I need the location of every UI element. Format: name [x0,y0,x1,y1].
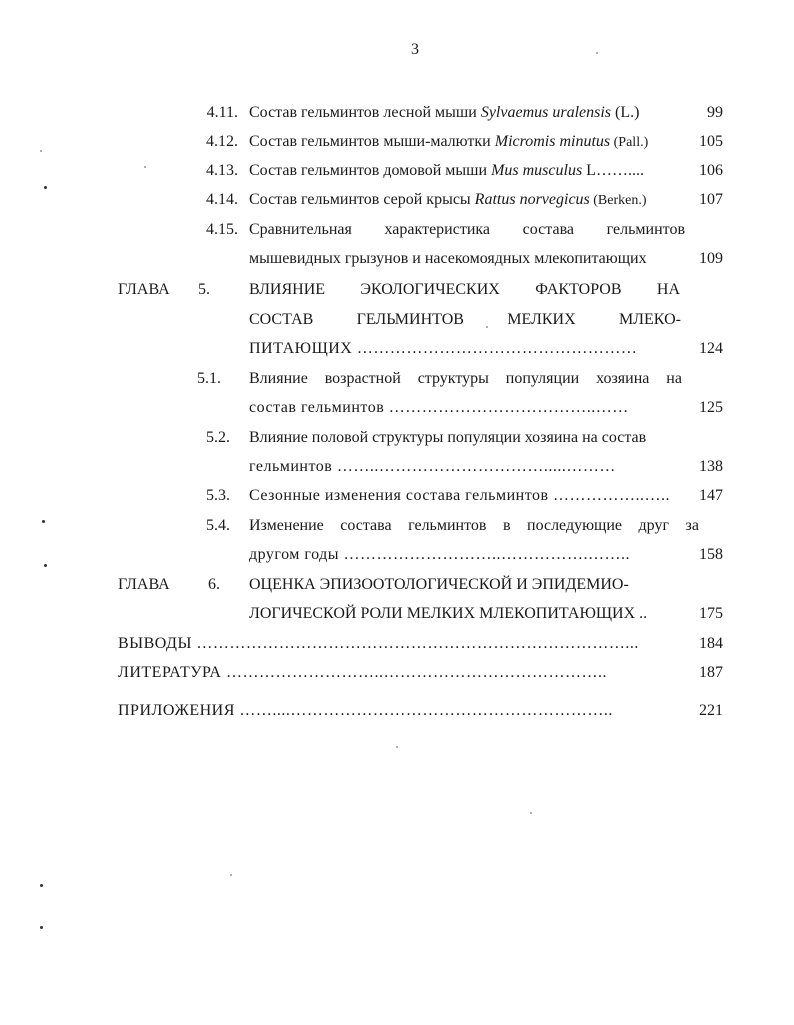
scan-speck [530,812,532,814]
entry-number: 5.3. [206,487,230,504]
entry-page: 147 [699,487,723,504]
entry-title-line-1: Влияние возрастной структуры популяции хозяина на [249,370,682,387]
entry-page: 138 [699,458,723,475]
chapter-number: 6. [208,576,220,593]
entry-page: 158 [699,546,723,563]
entry-number: 4.15. [206,221,238,238]
entry-title-line-2: состав гельминтов ………………………………..…… [249,399,629,416]
entry-title: Состав гельминтов серой крысы Rattus norvegicus (Berken.) [249,191,647,208]
chapter-number: 5. [198,281,210,298]
appendix-page: 221 [699,702,723,719]
entry-title-line-2: мышевидных грызунов и насекомоядных млекопитающих [249,250,647,267]
entry-title: Сезонные изменения состава гельминтов ……………..….. [249,487,671,504]
entry-title: Состав гельминтов домовой мыши Mus musculus L…….... [249,162,644,179]
chapter-page: 175 [699,605,723,622]
chapter-page: 124 [699,340,723,357]
entry-number: 4.13. [206,162,238,179]
scan-speck [396,746,398,748]
entry-number: 5.2. [206,429,230,446]
entry-page: 105 [699,133,723,150]
entry-title-line-2: гельминтов ……..………………………….....……… [249,458,616,475]
chapter-label: ГЛАВА [118,281,170,298]
scan-speck [40,884,43,887]
entry-title: Состав гельминтов лесной мыши Sylvaemus uralensis (L.) [249,104,640,121]
entry-page: 109 [699,250,723,267]
entry-title-line-1: Влияние половой структуры популяции хозяина на состав [249,429,647,446]
entry-title-line-2: другом годы ………………………..…………….…….. [249,546,631,563]
appendix-title: ПРИЛОЖЕНИЯ ……....………………………………………………….. [118,702,613,719]
chapter-title-line-1: ВЛИЯНИЕ ЭКОЛОГИЧЕСКИХ ФАКТОРОВ НА [249,281,680,298]
literature-page: 187 [699,664,723,681]
entry-title-line-1: Изменение состава гельминтов в последующие друг за [249,517,699,534]
conclusions-page: 184 [699,635,723,652]
entry-number: 4.12. [206,133,238,150]
chapter-title-line-3: ПИТАЮЩИХ …………………………………………… [249,340,638,357]
scan-speck [144,166,146,168]
chapter-title-line-2: СОСТАВ ГЕЛЬМИНТОВ МЕЛКИХ МЛЕКО- [249,311,681,328]
entry-title: Состав гельминтов мыши-малютки Micromis minutus (Pall.) [249,133,649,150]
entry-number: 4.11. [206,104,238,121]
entry-number: 5.1. [197,370,221,387]
literature-title: ЛИТЕРАТУРА ………………………..………………………………….. [118,664,607,681]
scan-speck [44,564,47,567]
chapter-label: ГЛАВА [118,576,170,593]
entry-page: 106 [699,162,723,179]
scan-speck [40,150,42,152]
chapter-title-line-1: ОЦЕНКА ЭПИЗООТОЛОГИЧЕСКОЙ И ЭПИДЕМИО- [249,576,629,593]
entry-number: 4.14. [206,191,238,208]
entry-page: 125 [699,399,723,416]
scan-speck [596,52,598,54]
scan-speck [486,326,488,328]
entry-page: 107 [699,191,723,208]
entry-title-line-1: Сравнительная характеристика состава гельминтов [249,221,685,238]
scan-speck [40,926,43,929]
chapter-title-line-2: ЛОГИЧЕСКОЙ РОЛИ МЕЛКИХ МЛЕКОПИТАЮЩИХ .. [249,605,648,622]
conclusions-title: ВЫВОДЫ ……………………………………………………………………... [118,635,639,652]
page-number: 3 [411,41,419,58]
entry-page: 99 [707,104,723,121]
scan-speck [230,874,232,876]
entry-number: 5.4. [206,517,230,534]
scan-speck [42,520,45,523]
scan-speck [44,186,47,189]
